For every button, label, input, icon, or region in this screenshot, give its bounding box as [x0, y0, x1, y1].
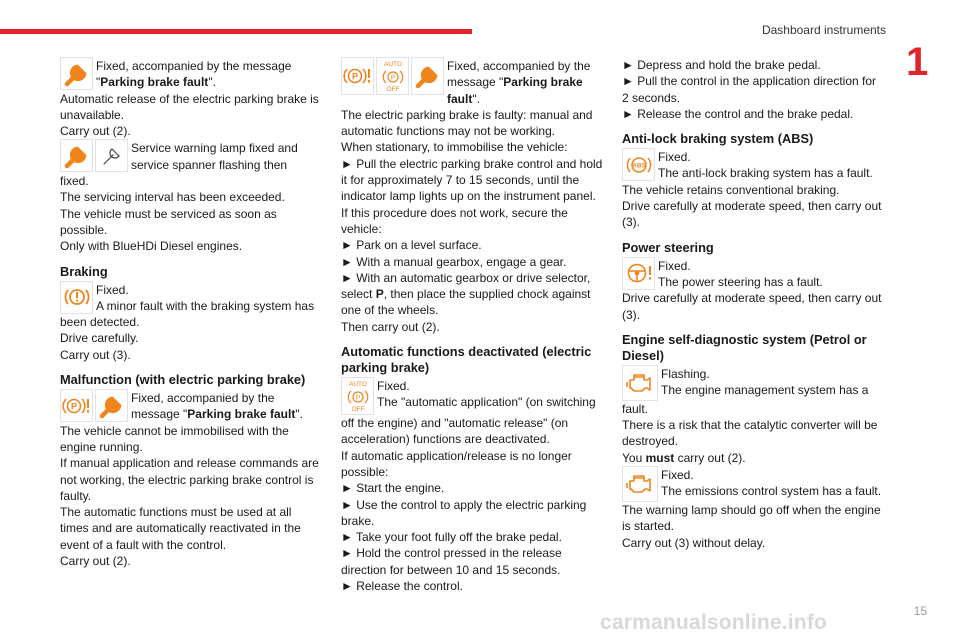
paragraph: Drive carefully.	[60, 331, 139, 346]
wrench-icon	[411, 57, 444, 95]
text: The anti-lock braking system has a fault.	[658, 166, 873, 181]
step: ► Release the control.	[341, 579, 463, 594]
paragraph: Carry out (3).	[60, 347, 131, 362]
column-2	[341, 57, 603, 594]
section-heading-engine-diagnostic: Engine self-diagnostic system (Petrol or Diesel)	[622, 331, 867, 363]
text: Parking brake fault	[100, 75, 209, 90]
paragraph: If automatic application/release is no longer possible:	[341, 448, 572, 479]
text: ".	[472, 91, 480, 106]
text: , then place the supplied chock against one of the wheels.	[341, 287, 591, 318]
paragraph: The vehicle must be serviced as soon as possible.	[60, 206, 277, 237]
section-heading-automatic-functions: Automatic functions deactivated (electric parking brake)	[341, 344, 592, 376]
step: ► Pull the electric parking brake control and hold it for approximately 7 to 15 seconds, until the indicator lamp lights up on the instrument panel.	[341, 156, 603, 204]
paragraph: off the engine) and "automatic release" (on acceleration) functions are deactivated.	[341, 416, 569, 447]
section-heading-abs: Anti-lock braking system (ABS)	[622, 131, 814, 147]
step: ► Release the control and the brake pedal.	[622, 106, 854, 121]
paragraph: The automatic functions must be used at all times and are automatically reactivated in the event of a fault with the control.	[60, 505, 301, 552]
page-number: 15	[913, 604, 927, 618]
engine-icon	[622, 365, 658, 401]
auto-off-parking-icon	[341, 377, 374, 415]
wrench-icon	[95, 389, 128, 422]
text: ".	[295, 407, 303, 422]
paragraph: Drive carefully at moderate speed, then carry out (3).	[622, 291, 882, 322]
step: ► Take your foot fully off the brake pedal.	[341, 530, 562, 545]
column-3	[622, 57, 884, 551]
svg-text:P: P	[70, 401, 77, 412]
text: The engine management system has a	[661, 383, 869, 398]
svg-text:P: P	[351, 71, 358, 82]
paragraph: Carry out (2).	[60, 124, 131, 139]
text: Service warning lamp fixed and service spanner flashing then	[131, 141, 298, 172]
section-heading-braking: Braking	[60, 263, 108, 279]
brake-warning-icon	[60, 281, 93, 314]
svg-text:OFF: OFF	[386, 86, 399, 93]
text: The emissions control system has a fault.	[661, 484, 882, 499]
auto-off-parking-icon	[376, 57, 409, 95]
paragraph: The vehicle cannot be immobilised with the engine running.	[60, 423, 289, 454]
text: carry out (2).	[674, 450, 746, 465]
text: Fixed, accompanied by the message "	[131, 391, 275, 422]
wrench-icon	[60, 139, 93, 172]
paragraph: The servicing interval has been exceeded.	[60, 190, 285, 205]
text: Parking brake fault	[187, 407, 296, 422]
text: ► With an automatic gearbox or drive selector, select	[341, 270, 591, 302]
text: P	[375, 287, 384, 302]
parking-brake-fault-icon	[60, 389, 93, 422]
watermark: carmanualsonline.info	[600, 611, 828, 634]
svg-text:P: P	[390, 74, 395, 82]
chapter-number: 1	[906, 40, 929, 84]
abs-icon	[622, 148, 655, 181]
text: Fixed, accompanied by the message "	[96, 59, 292, 90]
svg-text:ABS: ABS	[631, 162, 646, 170]
step	[341, 270, 603, 319]
step: ► With a manual gearbox, engage a gear.	[341, 254, 567, 269]
column-1	[60, 57, 322, 569]
text: The "automatic application" (on switching	[377, 395, 596, 410]
paragraph: The vehicle retains conventional braking.	[622, 182, 840, 197]
paragraph: fault.	[622, 401, 649, 416]
wrench-icon	[60, 57, 93, 90]
paragraph	[622, 450, 884, 466]
text: You	[622, 450, 646, 465]
paragraph: The warning lamp should go off when the engine is started.	[622, 503, 881, 534]
svg-text:P: P	[355, 394, 360, 402]
paragraph: Carry out (3) without delay.	[622, 535, 766, 550]
steering-wheel-warning-icon	[622, 257, 655, 290]
text: Fixed.	[658, 150, 691, 165]
spanner-outline-icon	[95, 139, 128, 172]
step: ► Depress and hold the brake pedal.	[622, 58, 821, 72]
text: The power steering has a fault.	[658, 274, 823, 289]
paragraph: When stationary, to immobilise the vehicle:	[341, 140, 568, 155]
paragraph: The electric parking brake is faulty: manual and automatic functions may not be working.	[341, 107, 593, 139]
paragraph: been detected.	[60, 315, 140, 330]
step: ► Start the engine.	[341, 481, 445, 496]
text: Fixed.	[661, 468, 694, 483]
paragraph: fixed.	[60, 174, 89, 189]
section-title: Dashboard instruments	[761, 23, 886, 37]
step: ► Park on a level surface.	[341, 238, 482, 253]
paragraph: Only with BlueHDi Diesel engines.	[60, 239, 243, 254]
text: Fixed.	[658, 258, 691, 273]
parking-brake-fault-icon	[341, 57, 374, 95]
text: Fixed, accompanied by the message "	[447, 59, 591, 90]
paragraph: Carry out (2).	[60, 554, 131, 569]
paragraph: There is a risk that the catalytic converter will be destroyed.	[622, 418, 878, 449]
text: must	[645, 450, 675, 465]
step: ► Hold the control pressed in the release direction for between 10 and 15 seconds.	[341, 546, 562, 577]
text: Fixed.	[96, 282, 129, 297]
text: ".	[208, 75, 216, 90]
paragraph: If this procedure does not work, secure the vehicle:	[341, 205, 568, 236]
paragraph: Drive carefully at moderate speed, then carry out (3).	[622, 199, 882, 230]
svg-text:OFF: OFF	[351, 406, 364, 414]
step: ► Use the control to apply the electric parking brake.	[341, 497, 587, 528]
text: Fixed.	[377, 379, 410, 394]
paragraph: If manual application and release commands are not working, the electric parking brake control is faulty.	[60, 456, 319, 503]
paragraph: Then carry out (2).	[341, 319, 440, 334]
section-heading-malfunction: Malfunction (with electric parking brake)	[60, 372, 306, 388]
svg-text:AUTO: AUTO	[348, 381, 367, 389]
text: Flashing.	[661, 366, 710, 381]
paragraph: Automatic release of the electric parking brake is unavailable.	[60, 91, 319, 122]
text: Parking brake fault	[447, 75, 583, 106]
engine-icon	[622, 466, 658, 502]
section-heading-power-steering: Power steering	[622, 239, 714, 255]
svg-text:AUTO: AUTO	[383, 61, 402, 68]
text: A minor fault with the braking system has	[96, 298, 315, 313]
step: ► Pull the control in the application direction for 2 seconds.	[622, 74, 877, 105]
header-accent-bar	[0, 29, 472, 34]
